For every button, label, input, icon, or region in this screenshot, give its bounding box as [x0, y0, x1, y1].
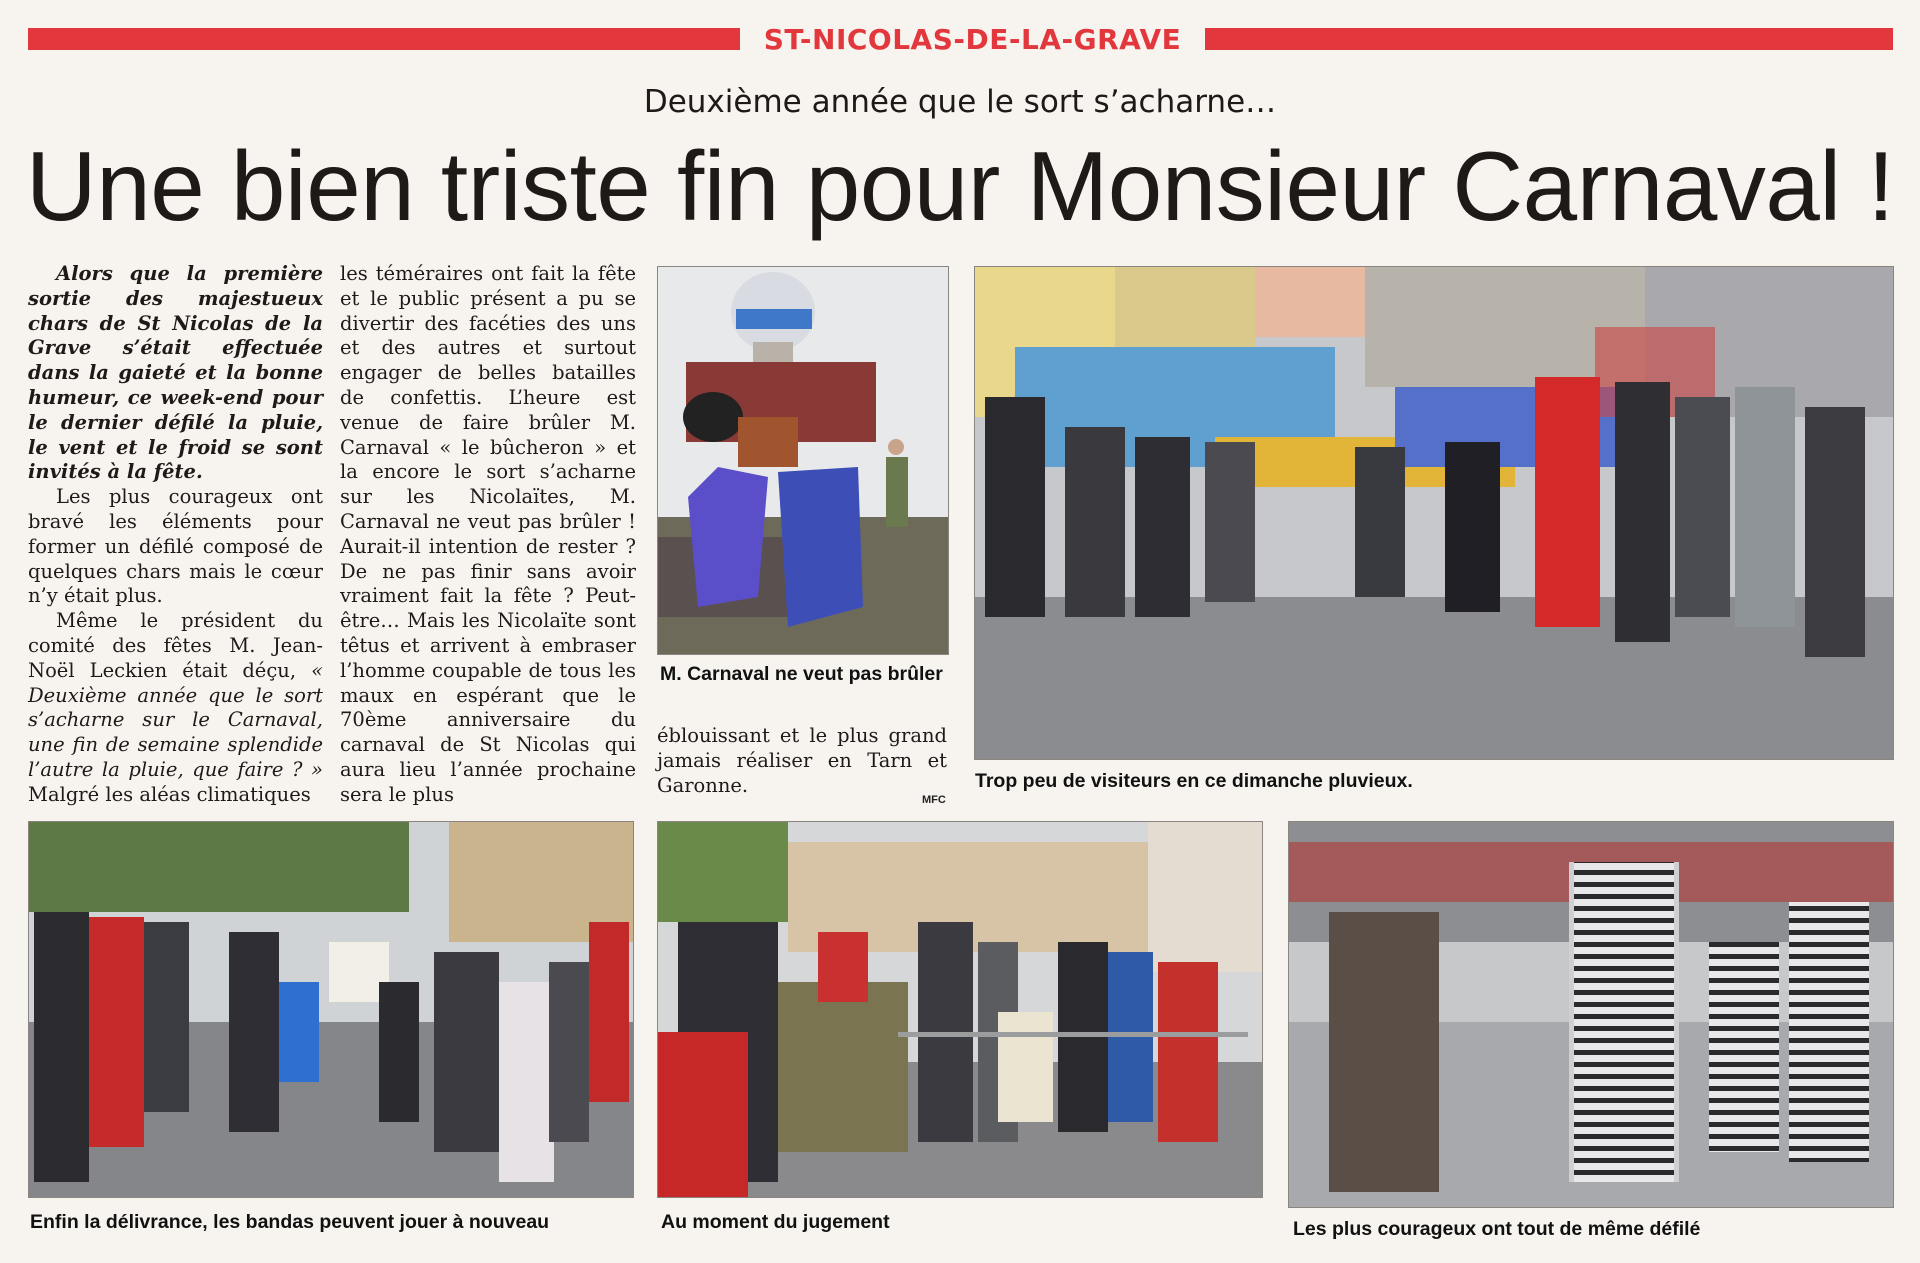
- caption-visiteurs: Trop peu de visiteurs en ce dimanche pluvieux.: [975, 770, 1413, 792]
- section-band-left: [28, 28, 740, 50]
- kicker-title: Deuxième année que le sort s’acharne…: [643, 84, 1277, 120]
- article-lead: Alors que la première sortie des majestueux chars de St Nicolas de la Grave s’était effectuée dans la gaieté et la bonne humeur, ce week-end pour le dernier défilé la pluie, le vent et le froid se sont invités à la fête.: [28, 262, 323, 484]
- article-paragraph: [28, 609, 323, 807]
- photo-jugement: [657, 821, 1263, 1198]
- article-paragraph: Les plus courageux ont bravé les éléments pour former un défilé composé de quelques chars mais le cœur n’y était plus.: [28, 485, 323, 608]
- photo-carnaval: [657, 266, 949, 655]
- photo-visiteurs: [974, 266, 1894, 760]
- article-text: Même le président du comité des fêtes M. Jean-Noël Leckien était déçu,: [28, 609, 323, 682]
- article-text: Malgré les aléas climatiques: [28, 782, 311, 806]
- caption-defile: Les plus courageux ont tout de même défilé: [1293, 1218, 1701, 1240]
- caption-carnaval: M. Carnaval ne veut pas brûler: [660, 663, 943, 685]
- caption-bandas: Enfin la délivrance, les bandas peuvent jouer à nouveau: [30, 1211, 550, 1233]
- article-paragraph: les téméraires ont fait la fête et le public présent a pu se divertir des facéties des uns et des autres et surtout engager de belles batailles de confettis. L’heure est venue de faire brûler M. Carnaval « le bûcheron » et la encore le sort s’acharne sur les Nicolaïtes, M. Carnaval ne veut pas brûler ! Aurait-il intention de rester ? De ne pas finir sans avoir vraiment fait la fête ? Peut-être… Mais les Nicolaïte sont têtus et arrivent à embraser l’homme coupable de tous les maux en espérant que le 70ème anniversaire du carnaval de St Nicolas qui aura lieu l’année prochaine sera le plus: [340, 262, 636, 806]
- article-column-2: [340, 262, 636, 808]
- article-column-3: [657, 724, 947, 798]
- caption-jugement: Au moment du jugement: [661, 1211, 890, 1233]
- photo-defile: [1288, 821, 1894, 1208]
- article-column-1: [28, 262, 323, 808]
- section-band-right: [1205, 28, 1893, 50]
- article-paragraph: éblouissant et le plus grand jamais réaliser en Tarn et Garonne.: [657, 724, 947, 797]
- president-quote: « Deuxième année que le sort s’acharne sur le Carnaval, une fin de semaine splendide l’autre la pluie, que faire ? »: [28, 658, 324, 781]
- author-credit: MFC: [922, 794, 946, 806]
- section-title: ST-NICOLAS-DE-LA-GRAVE: [763, 23, 1182, 56]
- headline: Une bien triste fin pour Monsieur Carnaval !: [25, 131, 1895, 241]
- photo-bandas: [28, 821, 634, 1198]
